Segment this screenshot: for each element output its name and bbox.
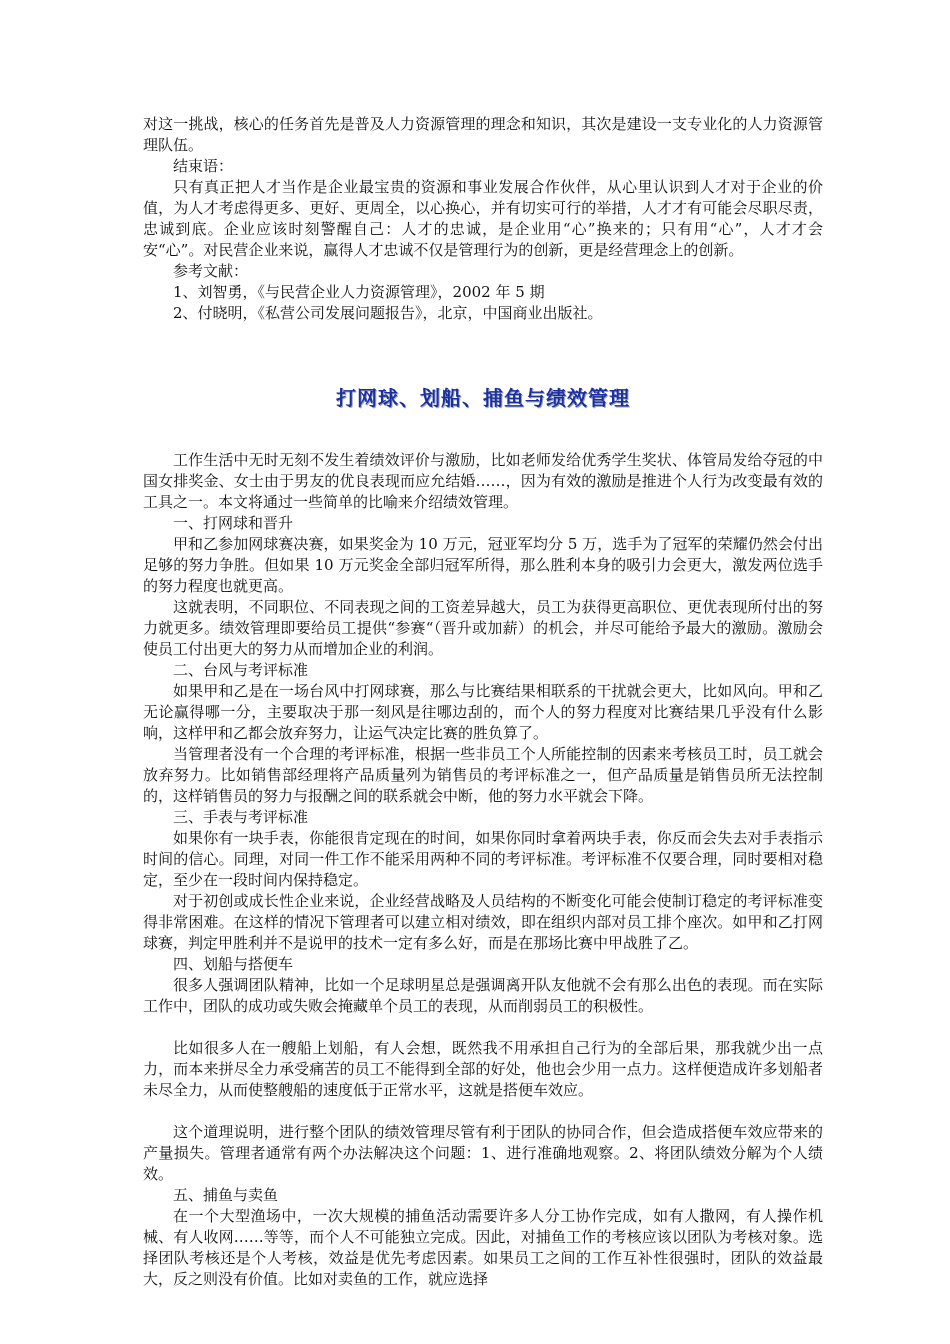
- section-heading-5: 五、捕鱼与卖鱼: [173, 1186, 279, 1204]
- prev-article-paragraph: 对这一挑战，核心的任务首先是普及人力资源管理的理念和知识，其次是建设一支专业化的人力资源管理队伍。: [143, 115, 823, 154]
- section-4-paragraph-2: 比如很多人在一艘船上划船，有人会想，既然我不用承担自己行为的全部后果，那我就少出一点力，而本来拼尽全力承受痛苦的员工不能得到全部的好处，他也会少用一点力。这样便造成许多划船者未尽全力，从而使整艘船的速度低于正常水平，这就是搭便车效应。: [143, 1039, 823, 1099]
- section-2-paragraph-1: 如果甲和乙是在一场台风中打网球赛，那么与比赛结果相联系的干扰就会更大，比如风向。甲和乙无论赢得哪一分，主要取决于那一刻风是往哪边刮的，而个人的努力程度对比赛结果几乎没有什么影响，这样甲和乙都会放弃努力，让运气决定比赛的胜负算了。: [143, 682, 823, 742]
- conclusion-paragraph: 只有真正把人才当作是企业最宝贵的资源和事业发展合作伙伴，从心里认识到人才对于企业的价值，为人才考虑得更多、更好、更周全，以心换心，并有切实可行的举措，人才才有可能会尽职尽责，忠诚到底。企业应该时刻警醒自己：人才的忠诚，是企业用“心”换来的；只有用“心”，人才才会安“心”。对民营企业来说，赢得人才忠诚不仅是管理行为的创新，更是经营理念上的创新。: [143, 178, 823, 259]
- section-3-paragraph-1: 如果你有一块手表，你能很肯定现在的时间，如果你同时拿着两块手表，你反而会失去对手表指示时间的信心。同理，对同一件工作不能采用两种不同的考评标准。考评标准不仅要合理，同时要相对稳定，至少在一段时间内保持稳定。: [143, 829, 823, 889]
- reference-item-1: 1、刘智勇，《与民营企业人力资源管理》，2002 年 5 期: [173, 283, 545, 301]
- section-4-paragraph-3: 这个道理说明，进行整个团队的绩效管理尽管有利于团队的协同合作，但会造成搭便车效应带来的产量损失。管理者通常有两个办法解决这个问题：1、进行准确地观察。2、将团队绩效分解为个人绩效。: [143, 1123, 823, 1183]
- paragraph-spacer: [143, 1017, 823, 1038]
- section-2-paragraph-2: 当管理者没有一个合理的考评标准，根据一些非员工个人所能控制的因素来考核员工时，员工就会放弃努力。比如销售部经理将产品质量列为销售员的考评标准之一，但产品质量是销售员所无法控制的，这样销售员的努力与报酬之间的联系就会中断，他的努力水平就会下降。: [143, 745, 823, 805]
- section-heading-1: 一、打网球和晋升: [173, 514, 294, 532]
- document-body: [143, 114, 823, 1290]
- section-heading-2: 二、台风与考评标准: [173, 661, 309, 679]
- references-heading: 参考文献：: [173, 262, 249, 280]
- section-heading-3: 三、手表与考评标准: [173, 808, 309, 826]
- section-5-paragraph-1: 在一个大型渔场中，一次大规模的捕鱼活动需要许多人分工协作完成，如有人撒网，有人操作机械、有人收网……等等，而个人不可能独立完成。因此，对捕鱼工作的考核应该以团队为考核对象。选择团队考核还是个人考核，效益是优先考虑因素。如果员工之间的工作互补性很强时，团队的效益最大，反之则没有价值。比如对卖鱼的工作，就应选择: [143, 1207, 823, 1288]
- section-spacer: [143, 324, 823, 368]
- conclusion-heading: 结束语：: [173, 157, 234, 175]
- title-spacer: [143, 428, 823, 450]
- article-title: 打网球、划船、捕鱼与绩效管理: [336, 386, 630, 410]
- section-heading-4: 四、划船与搭便车: [173, 955, 294, 973]
- intro-paragraph: 工作生活中无时无刻不发生着绩效评价与激励，比如老师发给优秀学生奖状、体管局发给夺冠的中国女排奖金、女士由于男友的优良表现而应允结婚……，因为有效的激励是推进个人行为改变最有效的工具之一。本文将通过一些简单的比喻来介绍绩效管理。: [143, 451, 823, 511]
- paragraph-spacer: [143, 1101, 823, 1122]
- section-1-paragraph-1: 甲和乙参加网球赛决赛，如果奖金为 10 万元，冠亚军均分 5 万，选手为了冠军的荣耀仍然会付出足够的努力争胜。但如果 10 万元奖金全部归冠军所得，那么胜利本身的吸引力会更大，激发两位选手的努力程度也就更高。: [143, 535, 823, 595]
- article-title-wrap: [143, 368, 823, 428]
- section-1-paragraph-2: 这就表明，不同职位、不同表现之间的工资差异越大，员工为获得更高职位、更优表现所付出的努力就更多。绩效管理即要给员工提供“参赛“（晋升或加薪）的机会，并尽可能给予最大的激励。激励会使员工付出更大的努力从而增加企业的利润。: [143, 598, 823, 658]
- reference-item-2: 2、付晓明，《私营公司发展问题报告》，北京，中国商业出版社。: [173, 304, 603, 322]
- section-4-paragraph-1: 很多人强调团队精神，比如一个足球明星总是强调离开队友他就不会有那么出色的表现。而在实际工作中，团队的成功或失败会掩藏单个员工的表现，从而削弱员工的积极性。: [143, 976, 823, 1015]
- section-3-paragraph-2: 对于初创或成长性企业来说，企业经营战略及人员结构的不断变化可能会使制订稳定的考评标准变得非常困难。在这样的情况下管理者可以建立相对绩效，即在组织内部对员工排个座次。如甲和乙打网球赛，判定甲胜利并不是说甲的技术一定有多么好，而是在那场比赛中甲战胜了乙。: [143, 892, 823, 952]
